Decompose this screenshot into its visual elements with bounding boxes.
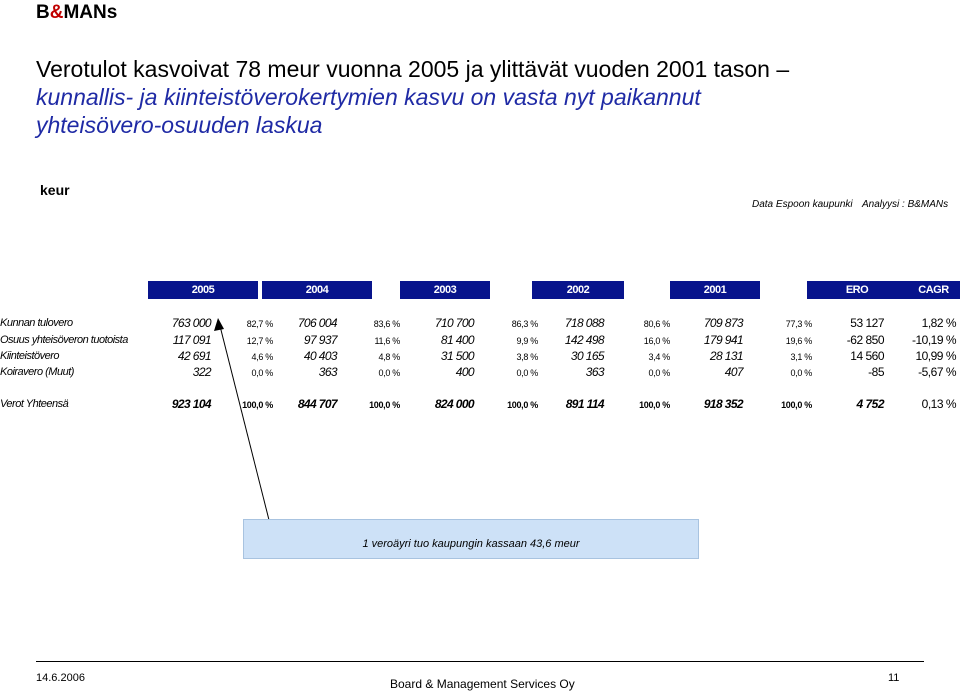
value-2001: 28 131 [709,349,743,363]
row-label: Kiinteistövero [0,350,60,362]
total-ero: 4 752 [856,397,884,411]
data-source-label: Data Espoon kaupunki [752,199,853,210]
value-2005: 117 091 [172,333,211,347]
slide-title-line-3: yhteisövero-osuuden laskua [36,112,323,138]
unit-label: keur [40,182,70,198]
header-year-2001: 2001 [670,281,760,299]
header-year-2004: 2004 [262,281,372,299]
ero-value: 14 560 [850,349,884,363]
pct-2003: 9,9 % [516,336,538,346]
cagr-value: 1,82 % [921,316,956,330]
total-2004: 844 707 [297,397,337,411]
page-number: 11 [888,672,900,684]
value-2004: 706 004 [297,316,337,330]
analysis-label: Analyysi : B&MANs [862,199,949,210]
pct-2005: 82,7 % [246,319,273,329]
header-ero: ERO [807,281,907,299]
pct-2001: 3,1 % [790,352,812,362]
ero-value: -85 [868,365,884,379]
total-2005: 923 104 [171,397,211,411]
value-2002: 142 498 [564,333,604,347]
header-year-2002: 2002 [532,281,624,299]
total-pct-2001: 100,0 % [781,400,812,410]
cagr-value: 10,99 % [915,349,956,363]
value-2003: 81 400 [440,333,474,347]
total-label: Verot Yhteensä [0,398,69,410]
pct-2001: 19,6 % [785,336,812,346]
pct-2001: 0,0 % [790,368,812,378]
value-2002: 363 [585,365,604,379]
pct-2002: 80,6 % [643,319,670,329]
company-logo: B&MANs [36,2,118,23]
value-2005: 763 000 [171,316,211,330]
pct-2004: 83,6 % [373,319,400,329]
cagr-value: -5,67 % [918,365,956,379]
pct-2004: 0,0 % [378,368,400,378]
pct-2004: 11,6 % [374,336,400,346]
pct-2005: 12,7 % [246,336,273,346]
value-2005: 42 691 [177,349,211,363]
total-pct-2002: 100,0 % [639,400,670,410]
pct-2003: 0,0 % [516,368,538,378]
header-year-2005: 2005 [148,281,258,299]
value-2002: 30 165 [570,349,604,363]
pct-2003: 86,3 % [511,319,538,329]
footer-divider [36,661,924,662]
pct-2005: 0,0 % [251,368,273,378]
value-2004: 363 [318,365,337,379]
total-cagr: 0,13 % [921,397,956,411]
ero-value: -62 850 [846,333,884,347]
footer-date: 14.6.2006 [36,672,85,684]
pct-2005: 4,6 % [251,352,273,362]
callout-text: 1 veroäyri tuo kaupungin kassaan 43,6 meur [362,538,580,550]
value-2001: 407 [724,365,743,379]
row-label: Kunnan tulovero [0,317,73,329]
header-year-2003: 2003 [400,281,490,299]
row-label: Osuus yhteisöveron tuotoista [0,334,128,346]
total-2001: 918 352 [703,397,743,411]
total-2003: 824 000 [434,397,474,411]
pct-2002: 0,0 % [648,368,670,378]
ero-value: 53 127 [850,316,884,330]
callout-box [243,519,699,559]
pct-2002: 16,0 % [643,336,670,346]
slide-title-line-2: kunnallis- ja kiinteistöverokertymien kasvu on vasta nyt paikannut [36,84,701,110]
value-2004: 40 403 [303,349,337,363]
total-pct-2005: 100,0 % [242,400,273,410]
value-2001: 709 873 [703,316,743,330]
total-pct-2003: 100,0 % [507,400,538,410]
footer-company: Board & Management Services Oy [390,677,575,691]
pct-2002: 3,4 % [648,352,670,362]
value-2004: 97 937 [303,333,337,347]
pct-2001: 77,3 % [785,319,812,329]
total-pct-2004: 100,0 % [369,400,400,410]
value-2003: 400 [455,365,474,379]
header-cagr: CAGR [907,281,960,299]
total-2002: 891 114 [565,397,604,411]
pct-2003: 3,8 % [516,352,538,362]
value-2005: 322 [192,365,211,379]
pct-2004: 4,8 % [378,352,400,362]
value-2003: 31 500 [440,349,474,363]
cagr-value: -10,19 % [911,333,956,347]
value-2002: 718 088 [564,316,604,330]
value-2001: 179 941 [703,333,743,347]
row-label: Koiravero (Muut) [0,366,74,378]
value-2003: 710 700 [434,316,474,330]
slide-title-line-1: Verotulot kasvoivat 78 meur vuonna 2005 ja ylittävät vuoden 2001 tason – [36,56,790,82]
